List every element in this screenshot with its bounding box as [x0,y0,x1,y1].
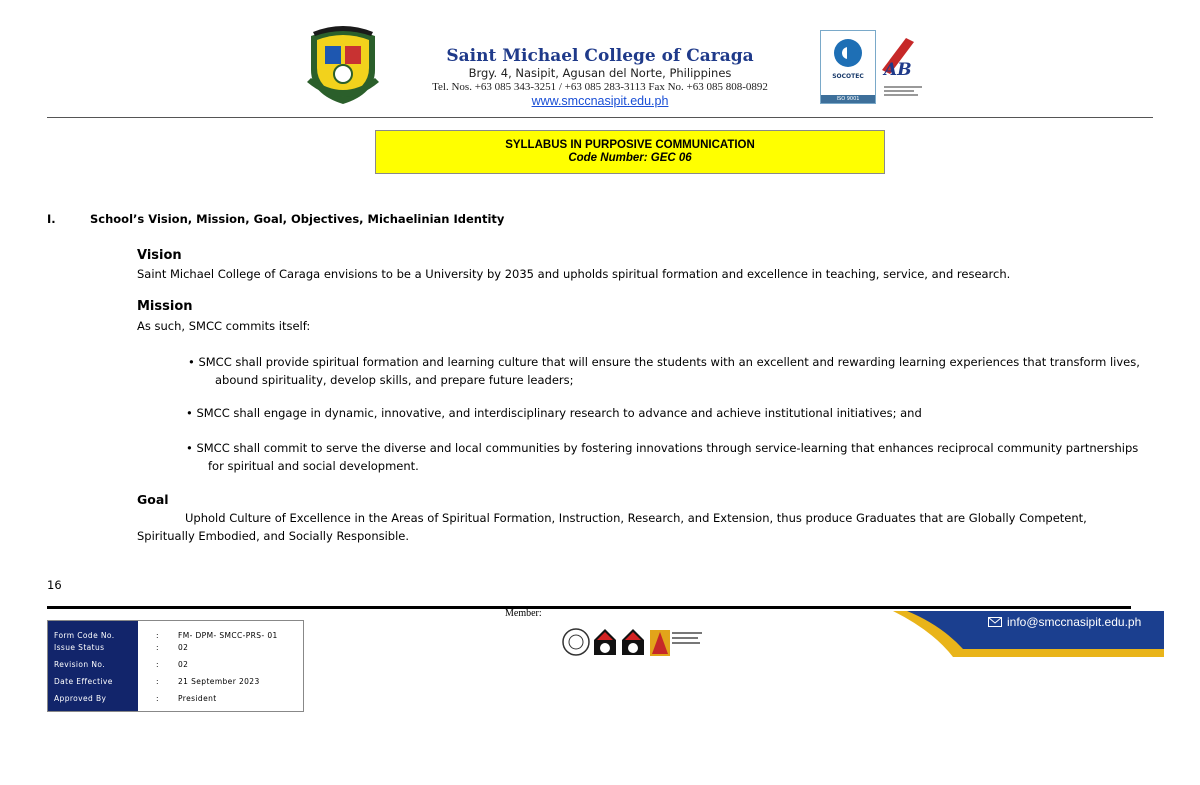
date-effective-value: 21 September 2023 [178,677,260,686]
mission-bullet-3-continued: for spiritual and social development. [208,459,419,473]
college-address: Brgy. 4, Nasipit, Agusan del Norte, Philippines [468,66,732,80]
vision-text: Saint Michael College of Caraga envisions to be a University by 2035 and upholds spiritual formation and excellence in teaching, service, and research. [137,267,1011,281]
issue-status-key: Issue Status [54,643,105,652]
section-title: School’s Vision, Mission, Goal, Objectives, Michaelinian Identity [90,212,505,226]
contact-numbers: Tel. Nos. +63 085 343-3251 / +63 085 283-3113 Fax No. +63 085 808-0892 [432,81,768,93]
form-colon: : [156,631,159,640]
member-house-logo-icon [622,629,644,655]
approved-by-value: President [178,694,217,703]
page-number: 16 [47,578,62,592]
member-society-logo-icon [650,630,702,656]
form-colon: : [156,643,159,652]
mission-bullet-1: • SMCC shall provide spiritual formation and learning culture that will ensure the students with an excellent and rewarding learning experiences that transform lives, [188,355,1140,369]
iso-label: ISO 9001 [821,95,875,103]
syllabus-title-box [375,130,885,174]
mission-bullet-2: • SMCC shall engage in dynamic, innovative, and interdisciplinary research to advance and achieve institutional initiatives; and [186,406,922,420]
member-label: Member: [505,608,542,619]
member-seal-icon [563,629,589,655]
goal-text: Uphold Culture of Excellence in the Areas of Spiritual Formation, Instruction, Research, and Extension, thus produce Graduates that are Globally Competent, Spiritually Embodied, and Socially Responsible. [137,511,1087,543]
form-code-value: FM- DPM- SMCC-PRS- 01 [178,631,278,640]
accreditation-label: AB [884,60,912,80]
accreditation-logo [876,30,926,102]
socotec-certification-logo [820,30,876,104]
college-seal-logo [303,22,383,106]
syllabus-title: SYLLABUS IN PURPOSIVE COMMUNICATION [505,139,755,151]
form-colon: : [156,660,159,669]
form-colon: : [156,694,159,703]
date-effective-key: Date Effective [54,677,113,686]
issue-status-value: 02 [178,643,189,652]
footer-email[interactable]: info@smccnasipit.edu.ph [1007,615,1142,629]
college-name: Saint Michael College of Caraga [446,46,754,66]
approved-by-key: Approved By [54,694,107,703]
form-info-box [47,620,304,712]
mission-intro: As such, SMCC commits itself: [137,319,311,333]
mission-bullet-1-continued: abound spirituality, develop skills, and prepare future leaders; [215,373,574,387]
code-number: Code Number: GEC 06 [568,152,692,164]
member-organization-logos [562,624,712,660]
website-link[interactable]: www.smccnasipit.edu.ph [531,94,669,108]
revision-no-value: 02 [178,660,189,669]
mail-icon [988,617,1002,627]
goal-heading: Goal [137,492,169,507]
mission-bullet-3: • SMCC shall commit to serve the diverse and local communities by fostering innovations through service-learning that enhances reciprocal community partnerships [186,441,1139,455]
section-number: I. [47,212,56,226]
revision-no-key: Revision No. [54,660,105,669]
mission-heading: Mission [137,299,193,314]
socotec-label: SOCOTEC [832,73,864,80]
member-house-logo-icon [594,629,616,655]
header-divider [47,117,1153,118]
footer-divider [47,606,1131,609]
form-colon: : [156,677,159,686]
form-code-key: Form Code No. [54,631,115,640]
socotec-emblem-icon [821,31,875,71]
vision-heading: Vision [137,248,182,263]
